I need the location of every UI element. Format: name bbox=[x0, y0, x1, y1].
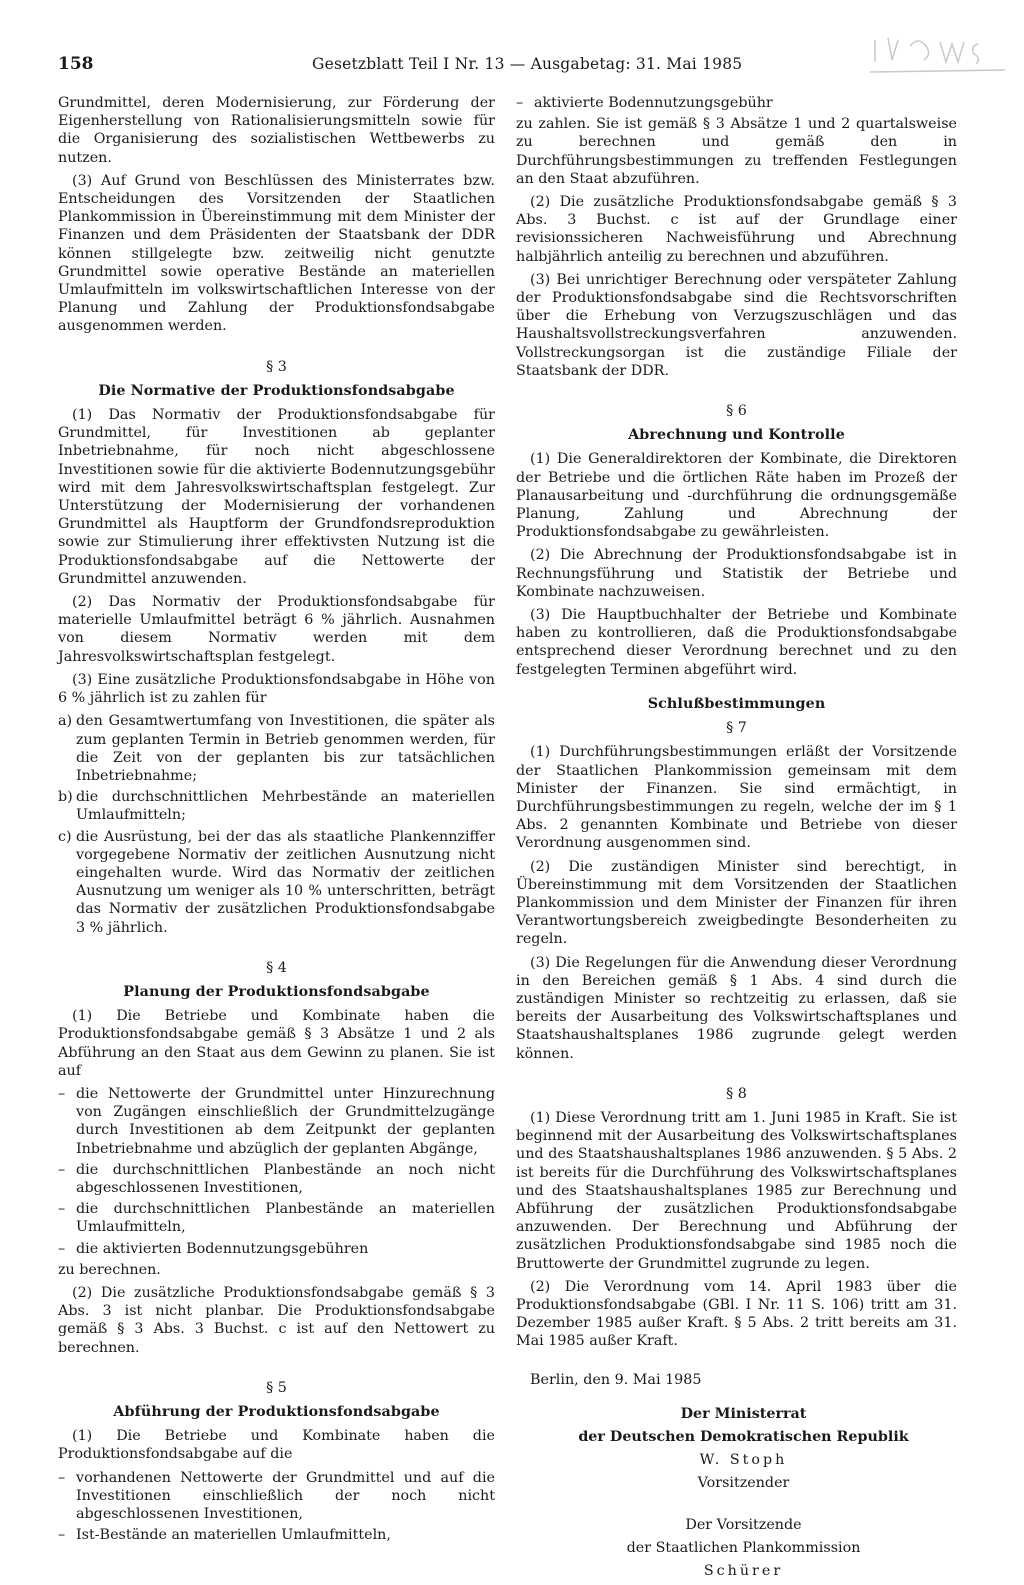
place-date: Berlin, den 9. Mai 1985 bbox=[530, 1371, 702, 1388]
left-column bbox=[58, 94, 495, 1547]
section-4-title: Planung der Produktionsfondsabgabe bbox=[123, 983, 430, 1000]
list-item: – Ist-Bestände an materiellen Umlaufmitteln, bbox=[58, 1527, 391, 1544]
s4-paragraph-2: (2) Die zusätzliche Produktionsfondsabgabe gemäß § 3 Abs. 3 ist nicht planbar. Die Produktionsfondsabgabe gemäß § 3 Abs. 3 Buchst. c ist auf den Nettowert zu berechnen. bbox=[58, 1284, 495, 1356]
s4-after-list: zu berechnen. bbox=[58, 1261, 161, 1278]
s6-paragraph-1: (1) Die Generaldirektoren der Kombinate, die Direktoren der Betriebe und die örtlichen Räte haben im Prozeß der Planausarbeitung und -durchführung die ordnungsgemäße Planung, Zahlung und Abrechnung der Produktionsfondsabgabe zu gewährleisten. bbox=[516, 451, 957, 541]
list-item: b) die durchschnittlichen Mehrbestände an materiellen Umlaufmitteln; bbox=[58, 789, 495, 824]
list-item: – die aktivierten Bodennutzungsgebühren bbox=[58, 1240, 369, 1257]
s5-paragraph-2: (2) Die zusätzliche Produktionsfondsabgabe gemäß § 3 Abs. 3 Buchst. c ist auf der Grundlage einer revisionssicheren Nachweisführung und Abrechnung halbjährlich anteilig zu berechnen und abzuführen. bbox=[516, 194, 957, 265]
section-6-number: § 6 bbox=[726, 403, 747, 420]
s5-paragraph-1: (1) Die Betriebe und Kombinate haben die Produktionsfondsabgabe auf die bbox=[58, 1428, 495, 1463]
list-item: – die durchschnittlichen Planbestände an noch nicht abgeschlossenen Investitionen, bbox=[58, 1161, 495, 1196]
signatory-name: W. Stoph bbox=[699, 1452, 788, 1469]
signatory-2-name: Schürer bbox=[703, 1563, 784, 1580]
running-head: Gesetzblatt Teil I Nr. 13 — Ausgabetag: 31. Mai 1985 bbox=[312, 55, 743, 73]
list-item: – aktivierte Bodennutzungsgebühr bbox=[516, 95, 773, 111]
section-5-title: Abführung der Produktionsfondsabgabe bbox=[113, 1404, 440, 1420]
s4-paragraph-1: (1) Die Betriebe und Kombinate haben die Produktionsfondsabgabe gemäß § 3 Absätze 1 und 2 als Abführung an den Staat aus dem Gewinn zu planen. Sie ist auf bbox=[58, 1008, 495, 1079]
s5-paragraph-3: (3) Bei unrichtiger Berechnung oder verspäteter Zahlung der Produktionsfondsabgabe sind die Rechtsvorschriften über die Erhebung von Verzugszuschlägen und das Haushaltsvollstreckungsverfahren anzuwenden. Vollstreckungsorgan ist die zuständige Filiale der Staatsbank der DDR. bbox=[516, 271, 957, 379]
list-item: a) den Gesamtwertumfang von Investitionen, die später als zum geplanten Termin in Betrieb genommen werden, für die Zeit von der geplanten bis zur tatsächlichen Inbetriebnahme; bbox=[58, 713, 495, 784]
final-provisions-title: Schlußbestimmungen bbox=[647, 695, 826, 712]
library-stamp-icon bbox=[870, 32, 1010, 82]
page-header bbox=[58, 54, 958, 76]
section-6-title: Abrechnung und Kontrolle bbox=[628, 427, 845, 444]
list-item: c) die Ausrüstung, bei der das als staatliche Plankennziffer vorgegebene Normativ der zeitlichen Ausnutzung nicht eingehalten wurde. Wird das Normativ der zeitlichen Ausnutzung um weniger als 10 % unterschritten, beträgt das Normativ der zusätzlichen Produktionsfondsabgabe 3 % jährlich. bbox=[58, 828, 495, 936]
s8-paragraph-2: (2) Die Verordnung vom 14. April 1983 über die Produktionsfondsabgabe (GBl. I Nr. 11 S. 106) tritt am 31. Dezember 1985 außer Kraft. § 5 Abs. 2 tritt bereits am 31. Mai 1985 außer Kraft. bbox=[516, 1278, 957, 1350]
list-item: – vorhandenen Nettowerte der Grundmittel und auf die Investitionen einschließlich der noch nicht abgeschlossenen Investitionen, bbox=[58, 1469, 495, 1523]
s6-paragraph-3: (3) Die Hauptbuchhalter der Betriebe und Kombinate haben zu kontrollieren, daß die Produktionsfondsabgabe entsprechend dieser Verordnung berechnet und zu den festgelegten Terminen abgeführt wird. bbox=[516, 607, 957, 678]
intro-paragraph: Grundmittel, deren Modernisierung, zur Förderung der Eigenherstellung von Rationalisierungsmitteln sowie für die Organisierung des sozialistischen Wettbewerbs zu nutzen. bbox=[58, 95, 495, 166]
signature-block bbox=[516, 1405, 957, 1580]
s2-paragraph-3: (3) Auf Grund von Beschlüssen des Ministerrates bzw. Entscheidungen des Vorsitzenden der Staatlichen Plankommission in Übereinstimmung mit dem Minister der Finanzen und dem Präsidenten der Staatsbank der DDR können stillgelegte bzw. zeitweilig nicht genutzte Grundmittel sowie operative Bestände an materiellen Umlaufmitteln im volkswirtschaftlichen Interesse von der Planung und Zahlung der Produktionsfondsabgabe ausgenommen werden. bbox=[58, 172, 495, 335]
section-8-number: § 8 bbox=[726, 1085, 747, 1102]
section-3-title: Die Normative der Produktionsfondsabgabe bbox=[98, 382, 455, 399]
s3-paragraph-2: (2) Das Normativ der Produktionsfondsabgabe für materielle Umlaufmittel beträgt 6 % jährlich. Ausnahmen von diesem Normativ werden mit dem Jahresvolkswirtschaftsplan festgelegt. bbox=[58, 594, 495, 665]
s8-paragraph-1: (1) Diese Verordnung tritt am 1. Juni 1985 in Kraft. Sie ist beginnend mit der Ausarbeitung des Volkswirtschaftsplanes und des Staatshaushaltsplanes 1986 anzuwenden. § 5 Abs. 2 ist bereits für die Durchführung des Volkswirtschaftsplanes und des Staatshaushaltsplanes 1985 zur Berechnung und Abführung der zusätzlichen Produktionsfondsabgabe anzuwenden. Der Berechnung und Abführung der zusätzlichen Produktionsfondsabgabe sind 1985 noch die Bruttowerte der Grundmittel zugrunde zu legen. bbox=[516, 1109, 957, 1272]
section-7-number: § 7 bbox=[726, 720, 747, 737]
section-3-number: § 3 bbox=[266, 358, 287, 375]
s3-paragraph-3: (3) Eine zusätzliche Produktionsfondsabgabe in Höhe von 6 % jährlich ist zu zahlen für bbox=[58, 671, 495, 707]
s3-paragraph-1: (1) Das Normativ der Produktionsfondsabgabe für Grundmittel, für Investitionen ab geplanter Inbetriebnahme, für noch nicht abgeschlossene Investitionen sowie für die aktivierte Bodennutzungsgebühr wird mit dem Jahresvolkswirtschaftsplan festgelegt. Zur Unterstützung der Modernisierung der vorhandenen Grundmittel als Hauptform der Grundfondsreproduktion sowie zur Stimulierung ihrer effektivsten Nutzung ist die Produktionsfondsabgabe auf die Nettowerte der Grundmittel anzuwenden. bbox=[58, 407, 495, 587]
s6-paragraph-2: (2) Die Abrechnung der Produktionsfondsabgabe ist in Rechnungsführung und Statistik der Betriebe und Kombinate nachzuweisen. bbox=[516, 547, 957, 600]
section-5-number: § 5 bbox=[266, 1379, 287, 1396]
signatory-body: Der Ministerrat bbox=[680, 1405, 807, 1422]
signatory-2-body: der Staatlichen Plankommission bbox=[626, 1539, 861, 1556]
section-4-number: § 4 bbox=[266, 959, 287, 976]
page-number: 158 bbox=[58, 54, 94, 74]
signatory-role: Vorsitzender bbox=[697, 1475, 790, 1492]
signatory-2-title: Der Vorsitzende bbox=[685, 1516, 802, 1533]
list-item: – die durchschnittlichen Planbestände an materiellen Umlaufmitteln, bbox=[58, 1201, 495, 1236]
right-column bbox=[516, 94, 957, 1585]
s7-paragraph-1: (1) Durchführungsbestimmungen erläßt der Vorsitzende der Staatlichen Plankommission gemeinsam mit dem Minister der Finanzen. Sie sind ermächtigt, in Durchführungsbestimmungen zu regeln, welche der im § 1 Abs. 2 genannten Kombinate und Betriebe von dieser Verordnung ausgenommen sind. bbox=[516, 744, 957, 852]
s7-paragraph-2: (2) Die zuständigen Minister sind berechtigt, in Übereinstimmung mit dem Vorsitzenden der Staatlichen Plankommission und dem Minister der Finanzen für ihren Verantwortungsbereich zweigbedingte Besonderheiten zu regeln. bbox=[516, 858, 957, 948]
s7-paragraph-3: (3) Die Regelungen für die Anwendung dieser Verordnung in den Bereichen gemäß § 1 Abs. 4 sind durch die zuständigen Minister so rechtzeitig zu erlassen, daß sie bereits der Ausarbeitung des Volkswirtschaftsplanes und Staatshaushaltsplanes 1986 zugrunde gelegt werden können. bbox=[516, 954, 957, 1062]
s5-continuation: zu zahlen. Sie ist gemäß § 3 Absätze 1 und 2 quartalsweise zu berechnen und gemäß den in Durchführungsbestimmungen zu treffenden Festlegungen an den Staat abzuführen. bbox=[516, 116, 957, 187]
list-item: – die Nettowerte der Grundmittel unter Hinzurechnung von Zugängen einschließlich der Grundmittelzugänge durch Investitionen ab dem Zeitpunkt der geplanten Inbetriebnahme und abzüglich der geplanten Abgänge, bbox=[58, 1085, 495, 1157]
signatory-body-2: der Deutschen Demokratischen Republik bbox=[578, 1429, 909, 1445]
